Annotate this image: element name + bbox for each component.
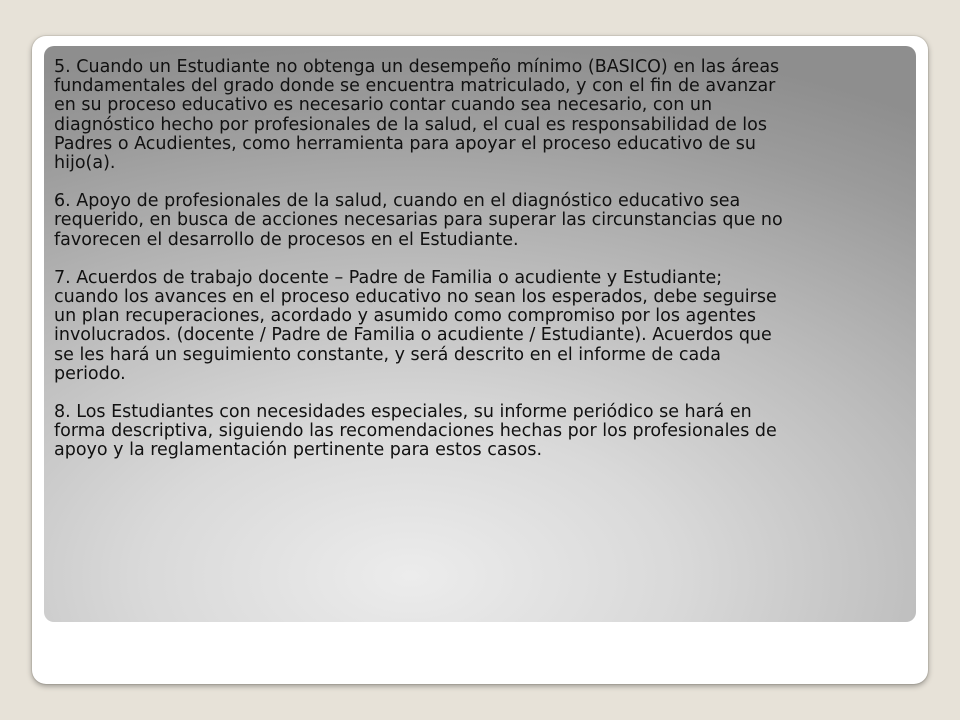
paragraph-5: 5. Cuando un Estudiante no obtenga un desempeño mínimo (BASICO) en las áreas fundamentales del grado donde se encuentra matriculado, y con el fin de avanzar en su proceso educativo es necesario contar cuando sea necesario, con un diagnóstico hecho por profesionales de la salud, el cual es responsabilidad de los Padres o Acudientes, como herramienta para apoyar el proceso educativo de su hijo(a). bbox=[54, 57, 780, 174]
paragraph-7: 7. Acuerdos de trabajo docente – Padre de Familia o acudiente y Estudiante; cuando los avances en el proceso educativo no sean los esperados, debe seguirse un plan recuperaciones, acordado y asumido como compromiso por los agentes involucrados. (docente / Padre de Familia o acudiente / Estudiante). Acuerdos que se les hará un seguimiento constante, y será descrito en el informe de cada periodo. bbox=[54, 267, 777, 384]
content-panel bbox=[44, 46, 916, 622]
text-body bbox=[54, 58, 906, 480]
paragraph-6: 6. Apoyo de profesionales de la salud, cuando en el diagnóstico educativo sea requerido, en busca de acciones necesarias para superar las circunstancias que no favorecen el desarrollo de procesos en el Estudiante. bbox=[54, 191, 783, 250]
slide bbox=[32, 36, 928, 684]
paragraph-8: 8. Los Estudiantes con necesidades especiales, su informe periódico se hará en forma descriptiva, siguiendo las recomendaciones hechas por los profesionales de apoyo y la reglamentación pertinente para estos casos. bbox=[54, 402, 777, 461]
